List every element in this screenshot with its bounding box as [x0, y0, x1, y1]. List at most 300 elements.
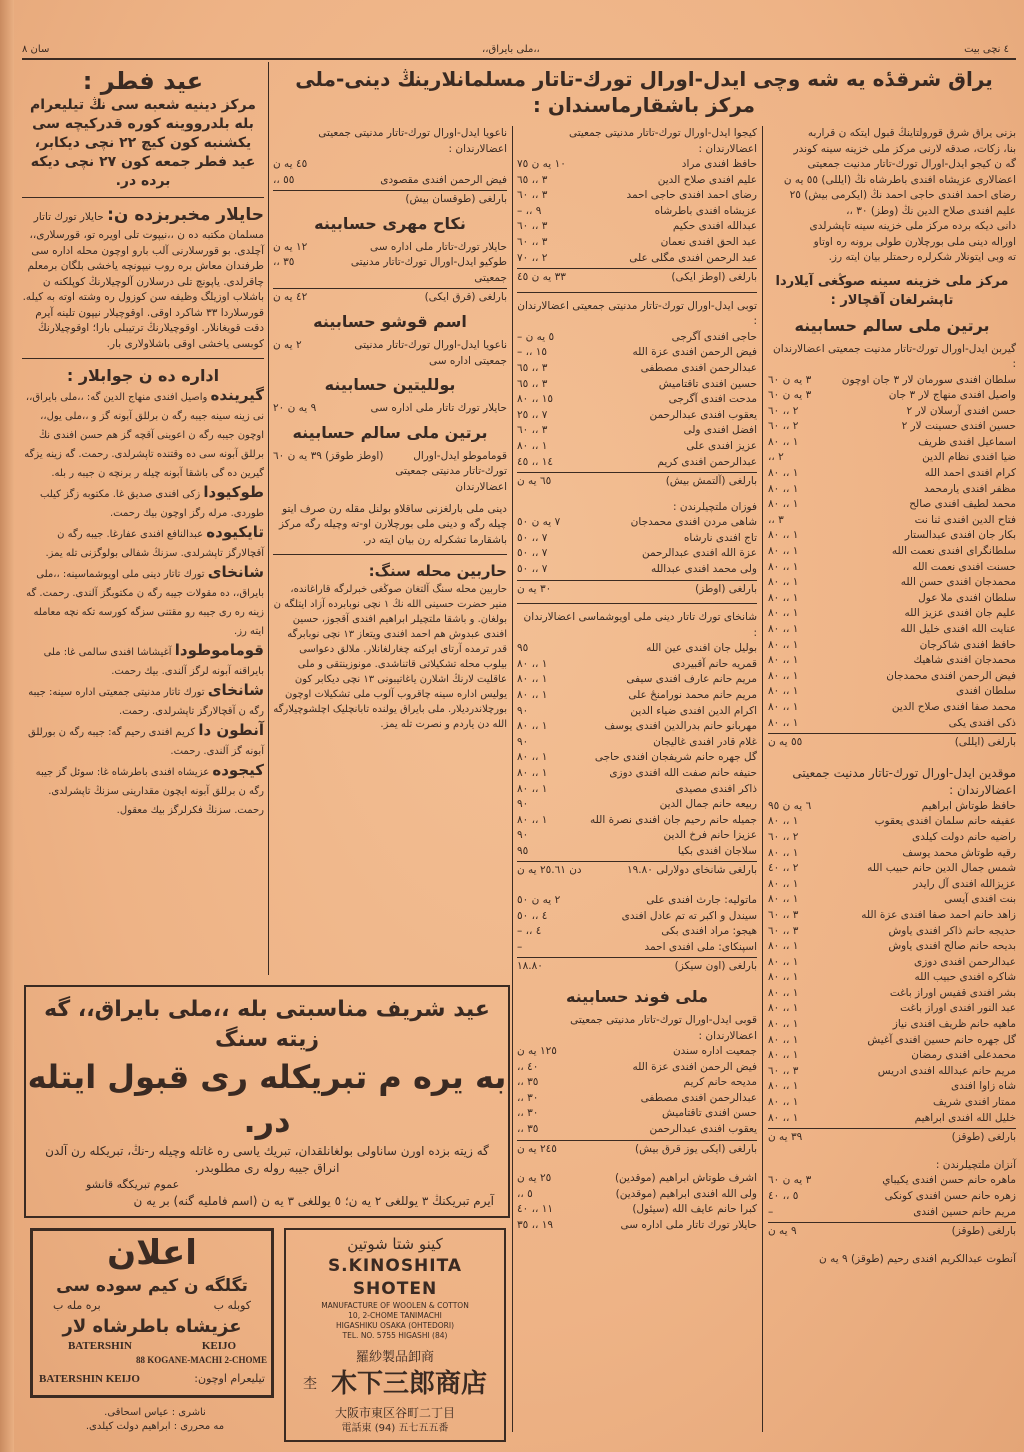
ad-line: MANUFACTURE OF WOOLEN & COTTON [321, 1301, 469, 1310]
reply-item [22, 523, 264, 563]
donation-amount: ١ ،، ٨٠ [768, 435, 799, 448]
donation-row [517, 1044, 757, 1060]
donation-row [768, 970, 1016, 986]
header-rule [22, 58, 1016, 60]
donor-name: محمدجان افندی حسن الله [900, 576, 1016, 589]
donation-row [517, 219, 757, 235]
donation-amount: ٣ ،، ٦٠ [517, 424, 548, 437]
intro-line: رضای احمد افندی حاجی احمد نڭ (ایکرمی بیش) ٢٥ [789, 189, 1016, 201]
donation-amount: ١ ،، ٨٠ [768, 1049, 799, 1062]
reply-place: شانخای [207, 681, 264, 699]
donation-row [768, 1173, 1016, 1189]
donor-name: سلطان افندی [956, 685, 1016, 698]
ad-line: بره مله ب [53, 1299, 101, 1312]
donation-amount: ١ ،، ٨٠ [768, 654, 799, 667]
donation-amount: ١ ،، ٨٠ [768, 482, 799, 495]
total-label: بارلغی (قرق ایکی) [424, 291, 507, 304]
telegram-label: تیلیعرام اوچون: [194, 1372, 265, 1385]
donation-amount: ٢ ،، ٦٠ [768, 404, 799, 417]
donation-row [768, 892, 1016, 908]
donor-name: عزیزالله افندی آل رایدر [913, 877, 1016, 890]
donation-amount: ٤٠ ،، [517, 1060, 539, 1073]
donation-row [517, 1106, 757, 1122]
column-divider [512, 126, 513, 1432]
donation-amount: ١ ،، ٨٠ [768, 877, 799, 890]
section-title: نکاح مهری حسابینه [314, 213, 466, 233]
donation-row [768, 435, 1016, 451]
donor-name: گل جهره حانم شریفجان افندی حاجی [594, 751, 757, 764]
donor-name: ولی الله افندی ابراهیم (موقدین) [615, 1187, 757, 1200]
donor-name: علیم افندی صلاح الدین [657, 173, 757, 186]
donation-row [768, 861, 1016, 877]
donation-row [768, 482, 1016, 498]
donor-name: عبد الرحمن افندی مگلی علی [629, 251, 757, 264]
donation-row [517, 1075, 757, 1091]
donation-row [517, 1218, 757, 1234]
ad-address: 88 KOGANE-MACHI 2-CHOME [136, 1355, 267, 1365]
donation-amount: ٢ ،، ٦٠ [768, 420, 799, 433]
reply-item [22, 721, 264, 761]
donor-name: عزة الله افندی عبدالرحمن [641, 547, 757, 560]
donation-row [517, 423, 757, 439]
donation-amount: ١ ،، ٨٠ [517, 688, 548, 701]
total-amount: ٦٥ یه ن [517, 475, 552, 488]
donation-amount: ١ ،، ٨٠ [517, 673, 548, 686]
donor-name: علیم جان افندی عزیز الله [904, 607, 1016, 620]
middle-left-column [273, 126, 507, 732]
donor-name: ناعویا ایدل-اورال تورك-تاتار مدنیتی جمعیتی اداره سی [354, 339, 507, 367]
donation-row [517, 361, 757, 377]
section-title: ملی فوند حسابینه [565, 987, 709, 1007]
donation-amount: ٩ ،، – [517, 204, 542, 217]
donation-amount: ٢ یه ن ٥٠ [517, 894, 561, 907]
total-row [517, 268, 757, 286]
donation-row [768, 1064, 1016, 1080]
donation-row [768, 814, 1016, 830]
ad-line: 羅紗製品卸商 [355, 1350, 434, 1365]
donation-row [517, 392, 757, 408]
reply-place: کیجوده [212, 761, 264, 779]
donor-name: بشر افندی قفیس اوراز باغت [889, 986, 1016, 999]
donation-amount: ٣ ،، ٦٠ [768, 908, 799, 921]
donation-row [768, 939, 1016, 955]
donation-row [517, 750, 757, 766]
donation-row [768, 544, 1016, 560]
donation-row [273, 157, 507, 173]
donor-name: حایلار تورك تاتار ملی اداره سی [370, 402, 507, 415]
donor-name: شاکره افندی حبیب الله [914, 971, 1016, 984]
donor-name: سلطانگرای افندی نعمت الله [891, 545, 1016, 558]
donor-name: شاهی مردن افندی محمدجان [630, 516, 757, 529]
donation-row [273, 240, 507, 256]
donor-name: خلیل الله افندی ابراهیم [914, 1111, 1016, 1124]
donation-row [517, 1122, 757, 1138]
donation-row [517, 797, 757, 813]
ad-body: گه زیته بزده اورن ساناولی بولغانلقدان، تبریك یاسی ره غاتله وچیله ر-نڭ، تبریکله رن آلدن انراق جیبه روله ری مطلوبدر. [45, 1144, 489, 1175]
donor-name: عزیزا حانم فرخ الدین [663, 829, 757, 842]
ad-phone: 電話東 (94) 五七五五番 [341, 1423, 449, 1434]
divider [517, 603, 757, 604]
donation-amount: ١ ،، ٨٠ [768, 591, 799, 604]
donation-amount: ٣ یه ن ٦٠ [768, 373, 812, 386]
donation-amount: ١ ،، ٨٠ [768, 560, 799, 573]
donation-row [768, 1048, 1016, 1064]
donor-name: زاهد حانم احمد صفا افندی عزة الله [861, 908, 1016, 921]
donation-amount: ٣ ،، ٦٠ [517, 235, 548, 248]
total-label: بارلغی (طوقز) [951, 1131, 1016, 1144]
group-title: کیجوا ایدل-اورال تورك-تاتار مدنیتی جمعیتی اعضالارندان : [568, 127, 757, 155]
donation-amount: ٣ ،، ٦٠ [768, 924, 799, 937]
donation-amount: ١ ،، ٨٠ [768, 846, 799, 859]
donation-amount: ١ ،، ٨٠ [768, 669, 799, 682]
reply-text: تورك تاتار دینی ملی اویوشماسینه: ،،ملی بایراق،، ده مقولات جیبه رگه ن مکتوبگز آلندی. رحمت. گه زینه ره ری جیبه رو مقتنی سزگه کورسه تکه نچه معامله ایته رز. [26, 569, 264, 637]
intro-line: اعضالاری عزیشاه افندی باطرشاه نڭ (ایللی) ٥٥ یه ن [783, 173, 1016, 186]
donation-amount: ٤ ،، ٥٠ [517, 909, 548, 922]
donor-name: حایلار تورك تاتار ملی اداره سی [620, 1218, 757, 1231]
thanks-paragraph: دینی ملی بارلغزنی ساقلاو بولنل مقله رن صرف ایتو چیله رگه و دینی ملی بورچلارن او-ته وچیله رگه مرکز باشقارما تشکرله رن بیان ایته در. [279, 502, 507, 546]
donor-name: حافظ افندی مراد [681, 158, 757, 170]
donation-amount: ١١ ،، ٤٠ [517, 1203, 554, 1216]
donor-name: جمعیت اداره سندن [672, 1045, 757, 1058]
total-row [517, 580, 757, 598]
ad-title: اعلان [107, 1233, 197, 1273]
donation-row [768, 388, 1016, 404]
donation-amount: ٧ ،، ٥٠ [517, 531, 548, 544]
donation-amount: ٣٠ ،، [517, 1107, 539, 1120]
donation-amount: ١ ،، ٨٠ [768, 955, 799, 968]
donor-name: عزیز افندی علی [686, 439, 757, 452]
intro-line: دانی دیکه برده مرکز ملی خزینه سینه تاپشرلدی [809, 220, 1016, 232]
ad-title: کینو شتا شوتین [347, 1235, 443, 1253]
donor-name: راضیه حانم دولت کیلدی [912, 830, 1016, 843]
donation-row [517, 828, 757, 844]
group-title: ناعویا ایدل-اورال تورك-تاتار مدنیتی جمعیتی اعضالارندان : [318, 127, 507, 155]
donation-amount: ٥ یه ن – [517, 330, 555, 343]
donor-name: عبد النور افندی اوراز باغت [900, 1002, 1016, 1015]
reply-item [22, 386, 264, 483]
donation-amount: ١ ،، ٨٠ [768, 576, 799, 589]
donation-row [517, 173, 757, 189]
ad-address: 大阪市東区谷町二丁目 [334, 1406, 455, 1420]
donation-amount: ٩٠ [517, 798, 529, 811]
ad-line: TEL. NO. 5755 HIGASHI (84) [342, 1331, 448, 1340]
donor-name: سلطان افندی سورمان لار ٣ جان اوچون [841, 373, 1016, 386]
donor-name: فیض الرحمن افندی مقصودی [380, 173, 507, 186]
donation-row [517, 204, 757, 220]
price-label: عموم تبریکگه قانشو [86, 1178, 180, 1191]
total-row: بارلغی (طوقسان بیش) [273, 190, 507, 208]
total-row [273, 288, 507, 306]
donation-amount: ٣ ،، ٦٥ [517, 377, 548, 390]
ad-line: کوبله ب [213, 1299, 251, 1312]
group-title: آنزان ملتچیلرندن : [935, 1158, 1016, 1171]
donation-row [768, 1001, 1016, 1017]
donation-row [517, 251, 757, 267]
middle-right-column [517, 126, 757, 1234]
donation-amount: ١ ،، ٨٠ [768, 1080, 799, 1093]
donor-name: فیض الرحمن افندی عزة الله [632, 346, 757, 359]
donation-row [768, 955, 1016, 971]
reply-text: عزیشاه افندی باطرشاه غا: سوئل گز جیبه رگه ن برللق آبونه ایچون مقدارینی سزنڭ تاپشرلدی. رحمت. سزنڭ فکرلرگز بیك معقول. [35, 767, 264, 816]
donation-amount: – [517, 940, 523, 953]
donation-row [517, 924, 757, 940]
total-amount: ٥٥ یه ن [768, 736, 803, 749]
donor-name: حسین افندی حسینت لار ٢ [901, 420, 1016, 433]
publisher: ناشری : عیاس اسحاقی. [104, 1407, 206, 1418]
eid-title: عید فطر : [82, 67, 204, 95]
donation-amount: ٢ ،، [768, 451, 784, 464]
donor-name: فتاح الدین افندی ثنا نت [914, 513, 1016, 526]
donation-row [768, 622, 1016, 638]
total-row [517, 472, 757, 490]
donation-amount: ١ ،، ٨٠ [768, 700, 799, 713]
total-label: بارلغی (ایللی) [954, 736, 1016, 749]
donor-name: ممتار افندی شریف [932, 1096, 1016, 1109]
donor-name: شاه زاوا افندی [951, 1080, 1016, 1093]
total-label: بارلغی (آلتمش بیش) [665, 475, 757, 488]
donation-amount: ٦ یه ن ٩٥ [768, 799, 812, 812]
donor-name: حسن افندی آرسلان لار ٢ [906, 404, 1016, 417]
donation-row [768, 373, 1016, 389]
donor-name: عبدالله افندی حکیم [672, 220, 757, 233]
donor-name: سیندل و اکبر ته تم عادل افندی [621, 909, 757, 922]
donor-name: مدحت افندی آگرجی [668, 393, 757, 406]
year-label: سان ٨ [22, 44, 50, 55]
donation-amount: ٧ ،، ٢٥ [517, 408, 548, 421]
eid-announcement: مرکز دینیه شعبه سی نڭ تیلیعرام بله بلدرووینه کوره قدرکیچه سی یکشنبه کون کیچ ٢٢ نچی دیکابر، عید فطر جمعه کون ٢٧ نچی دیکه برده در. [30, 97, 256, 189]
donation-amount: ٣٠ ،، [517, 1091, 539, 1104]
total-amount: ١٨.٨٠ [517, 960, 543, 973]
donor-name: محمدجان افندی شاهیك [913, 654, 1016, 667]
donation-amount: ١ ،، ٨٠ [517, 657, 548, 670]
donation-amount: ١ ،، ٨٠ [768, 893, 799, 906]
donor-name: افضل افندی ولی [683, 424, 757, 437]
donation-row [517, 531, 757, 547]
donation-amount: ٢٥ یه ن [517, 1172, 552, 1185]
ad-en: KEIJO [201, 1340, 237, 1352]
intro-line: اوراله دینی ملی بورچلارن طولی برونه ره اوتاو [813, 235, 1016, 248]
donation-amount: ٩٠ [517, 829, 529, 842]
editor: مه محرری : ابراهیم دولت کیلدی. [85, 1421, 225, 1432]
donation-amount: ١ ،، ٨٠ [768, 986, 799, 999]
donation-amount: ٩٥ [517, 844, 529, 857]
donation-row [517, 940, 757, 956]
donation-row [517, 909, 757, 925]
reply-item [22, 483, 264, 523]
donation-amount: ٢ ،، ٤٠ [768, 862, 799, 875]
donor-name: اکرام الدین افندی ضیاء الدین [630, 704, 757, 717]
donation-row [768, 404, 1016, 420]
ad-headline: به یره م تبریکله ری قبول ایتله در. [27, 1058, 507, 1140]
donation-amount: ١٥ ،، – [517, 346, 547, 359]
donation-row [768, 528, 1016, 544]
donor-name: مظفر افندی یارمحمد [923, 482, 1016, 495]
total-row [768, 1128, 1016, 1146]
reply-item [22, 563, 264, 641]
donation-row [517, 844, 757, 860]
donor-name: مریم حانم محمد نورامنځ علی [628, 688, 757, 701]
donor-name: مریم حانم حسین افندی [913, 1205, 1016, 1218]
donation-amount: ٣ ،، ٦٥ [517, 173, 548, 186]
donor-name: رقیه طوتاش محمد یوسف [902, 846, 1016, 859]
donation-amount: ١٤ ،، ٤٥ [517, 455, 554, 468]
paper-name: ،،ملی بایراق،، [482, 44, 540, 55]
total-amount: ٣٩ یه ن [768, 1131, 803, 1144]
donation-amount: ٥ ،، ٤٠ [768, 1189, 799, 1202]
reply-text: عبدالنافع افندی عفارغا. جیبه رگه ن آقچالارگز تاپشرلدی. سزنڭ شفالی بولوگزنی تله یمز. [45, 529, 264, 559]
donation-amount: ١٠ یه ن ٧٥ [517, 158, 566, 170]
donor-name: حافظ طوتاش ابراهیم [921, 799, 1016, 812]
donation-row [768, 560, 1016, 576]
donor-name: عبدالرحمن افندی کریم [657, 455, 757, 468]
donation-amount: ٣ ،، ٦٠ [768, 1064, 799, 1077]
donation-amount: ٢ یه ن [273, 339, 302, 352]
donation-amount: ٣ ،، ٦٠ [517, 189, 548, 202]
replies-title: اداره ده ن جوابلار : [66, 366, 220, 385]
donation-row [768, 1079, 1016, 1095]
batershin-ad [30, 1228, 274, 1398]
donor-name: عبد الحق افندی نعمان [660, 235, 757, 248]
kinoshita-ad [284, 1228, 506, 1442]
total-amount: ٣٣ یه ن ٤٥ [517, 271, 566, 284]
donation-row [517, 719, 757, 735]
donor-name: حسنت افندی نعمت الله [912, 560, 1016, 573]
donor-name: گل جهره حانم حسین افندی آغیش [867, 1033, 1016, 1046]
donor-name: مریم حانم عارف افندی سیفی [626, 673, 757, 686]
intro-line: علیم افندی صلاح الدین نڭ (وطز) ٣٠ ،، [846, 204, 1016, 217]
donation-row [768, 1189, 1016, 1205]
reply-place: آنطون دا [198, 721, 264, 739]
donor-name: اسپنکای: ملی افندی احمد [644, 940, 757, 953]
donation-row [517, 672, 757, 688]
total-label: بارلغی (اوطز) [695, 582, 757, 595]
ad-line: عید شریف مناسبتی بله ،،ملی بایراق،، گه زیته سنگ [44, 997, 490, 1052]
total-label: بارلغی (اوطز ایکی) [671, 271, 757, 284]
donation-amount: ١ ،، ٨٠ [517, 751, 548, 764]
donor-name: بکار جان افندی عبدالستار [904, 529, 1016, 542]
donation-row [273, 449, 507, 496]
donation-amount: ٣٥ ،، [517, 1123, 539, 1135]
donation-row [517, 766, 757, 782]
donation-amount: ٢ ،، ٦٠ [768, 830, 799, 843]
donor-name: قمریه حانم آقبیردی [672, 657, 757, 670]
donation-amount: ١ ،، ٨٠ [768, 1018, 799, 1031]
donor-name: ماهره حانم حسن افندی یکیباي [882, 1174, 1016, 1187]
donor-name: یعقوب افندی عبدالرحمن [649, 1123, 757, 1135]
donation-amount: ١ ،، ٨٠ [517, 439, 548, 452]
donation-row [517, 735, 757, 751]
total-row [517, 957, 757, 975]
reply-item [22, 681, 264, 721]
main-headline: یراق شرقدٔه یه شه وچی ایدل-اورال تورك-تاتار مسلمانلارینڭ دینی-ملی مرکز باشقارماسندان : [295, 67, 993, 117]
donation-row [517, 657, 757, 673]
intro-line: بزنی یراق شرق قورولتاینڭ قبول ایتکه ن قراربه [807, 127, 1016, 139]
donor-name: قوماموطو ایدل-اورال تورك-تاتار مدنیتی جمعیتی اعضالارندان [395, 449, 507, 494]
donation-amount: ١ ،، ٨٠ [768, 940, 799, 953]
donation-amount: ٢ ،، ٧٠ [517, 251, 548, 264]
reply-text: کریم افندی رحیم گه: جیبه رگه ن بورللق آبونه گز آلندی. رحمت. [28, 727, 264, 757]
donation-amount: ٩٥ [517, 642, 529, 655]
group-title: شانخای تورك تاتار دینی ملی اویوشماسی اعضالارندان : [523, 611, 757, 639]
total-row [517, 861, 757, 879]
donor-name: غلام قادر افندی غالیجان [653, 735, 757, 748]
donor-name: بنت افندی آیسی [944, 893, 1016, 906]
donation-row [517, 893, 757, 909]
donor-name: محمدعلی افندی رمضان [911, 1049, 1016, 1062]
section-title: برتین ملی سالم حسابینه [794, 315, 990, 335]
donation-amount: ١٢٥ یه ن [517, 1045, 557, 1058]
column-divider [268, 62, 269, 975]
donation-amount: ٩ یه ن ٢٠ [273, 402, 317, 415]
donation-row [517, 439, 757, 455]
donation-row [768, 924, 1016, 940]
donation-amount: ١ ،، ٨٠ [768, 1111, 799, 1124]
donation-row [768, 1033, 1016, 1049]
donation-row [517, 688, 757, 704]
reply-text: آغیشاشا افندی سالمی غا: ملی بایراقنه آبونه لرگز آلندی. بیك رحمت. [43, 647, 264, 677]
donation-amount: ٣ ،، [768, 513, 784, 526]
donor-name: بولیل جان افندی عین الله [646, 642, 757, 655]
donation-amount: ١ ،، ٨٠ [768, 971, 799, 984]
donation-row [273, 173, 507, 189]
donor-name: فیض الرحمن افندی محمدجان [886, 669, 1016, 682]
donation-row [517, 455, 757, 471]
total-row [768, 733, 1016, 751]
donation-amount: ٤ ،، – [517, 925, 542, 938]
donor-name: عنایت الله افندی خلیل الله [900, 623, 1016, 635]
donation-amount: ١ ،، ٨٠ [768, 607, 799, 620]
donation-row [517, 235, 757, 251]
donor-name: ذکی افندی یکی [948, 716, 1016, 729]
donation-row [768, 908, 1016, 924]
donation-amount: ١٩ ،، ٣٥ [517, 1218, 554, 1231]
donation-row [517, 157, 757, 173]
donation-row [768, 986, 1016, 1002]
news-lead: حایلار تورك تاتار [33, 211, 104, 223]
donor-name: ربیعه حانم جمال الدین [659, 798, 757, 811]
donor-name: زهره حانم حسن افندی کونکی [884, 1189, 1016, 1202]
donor-name: رضای احمد افندی حاجی احمد [626, 189, 757, 202]
donation-amount: ١ ،، ٨٠ [768, 529, 799, 542]
donor-name: ولی محمد افندی عبدالله [650, 562, 757, 575]
donation-row [768, 669, 1016, 685]
donation-row [768, 513, 1016, 529]
reply-item [22, 641, 264, 681]
footer-note: آنطوت عبدالکریم افندی رحیم (طوقز) ٩ یه ن [819, 1252, 1016, 1265]
donor-name: حسن افندی تاقتامیش [661, 1107, 757, 1120]
total-row [768, 1222, 1016, 1240]
trademark-logo: 杢 [302, 1376, 317, 1392]
donation-row [768, 1205, 1016, 1221]
donation-amount: ١ ،، ٨٠ [768, 815, 799, 828]
donor-name: مریم حانم عبدالله افندی ادریس [877, 1064, 1016, 1077]
donation-row [517, 1202, 757, 1218]
section-title: برتين ملی سالم حسابينه [292, 422, 488, 442]
donor-name: عفیفه حانم سلمان افندی یعقوب [874, 815, 1016, 828]
donation-amount: ١٢ یه ن [273, 240, 308, 253]
telegram-address: BATERSHIN KEIJO [39, 1373, 140, 1385]
donation-amount: ٩٠ [517, 704, 529, 717]
reply-text: تورك تاتار مدنیتی جمعیتی اداره سینه: جیبه رگه ن آقچالارگز تاپشرلدی. رحمت. [28, 687, 264, 717]
donation-row [517, 408, 757, 424]
donation-row [273, 401, 507, 417]
section-title: حاربین محله سنگ: [368, 562, 507, 581]
donation-amount: ١ ،، ٨٠ [517, 720, 548, 733]
donation-amount: ١ ،، ٨٠ [768, 545, 799, 558]
donation-row [768, 591, 1016, 607]
donation-row [768, 419, 1016, 435]
donation-amount: ٣ یه ن ٦٠ [768, 389, 812, 402]
